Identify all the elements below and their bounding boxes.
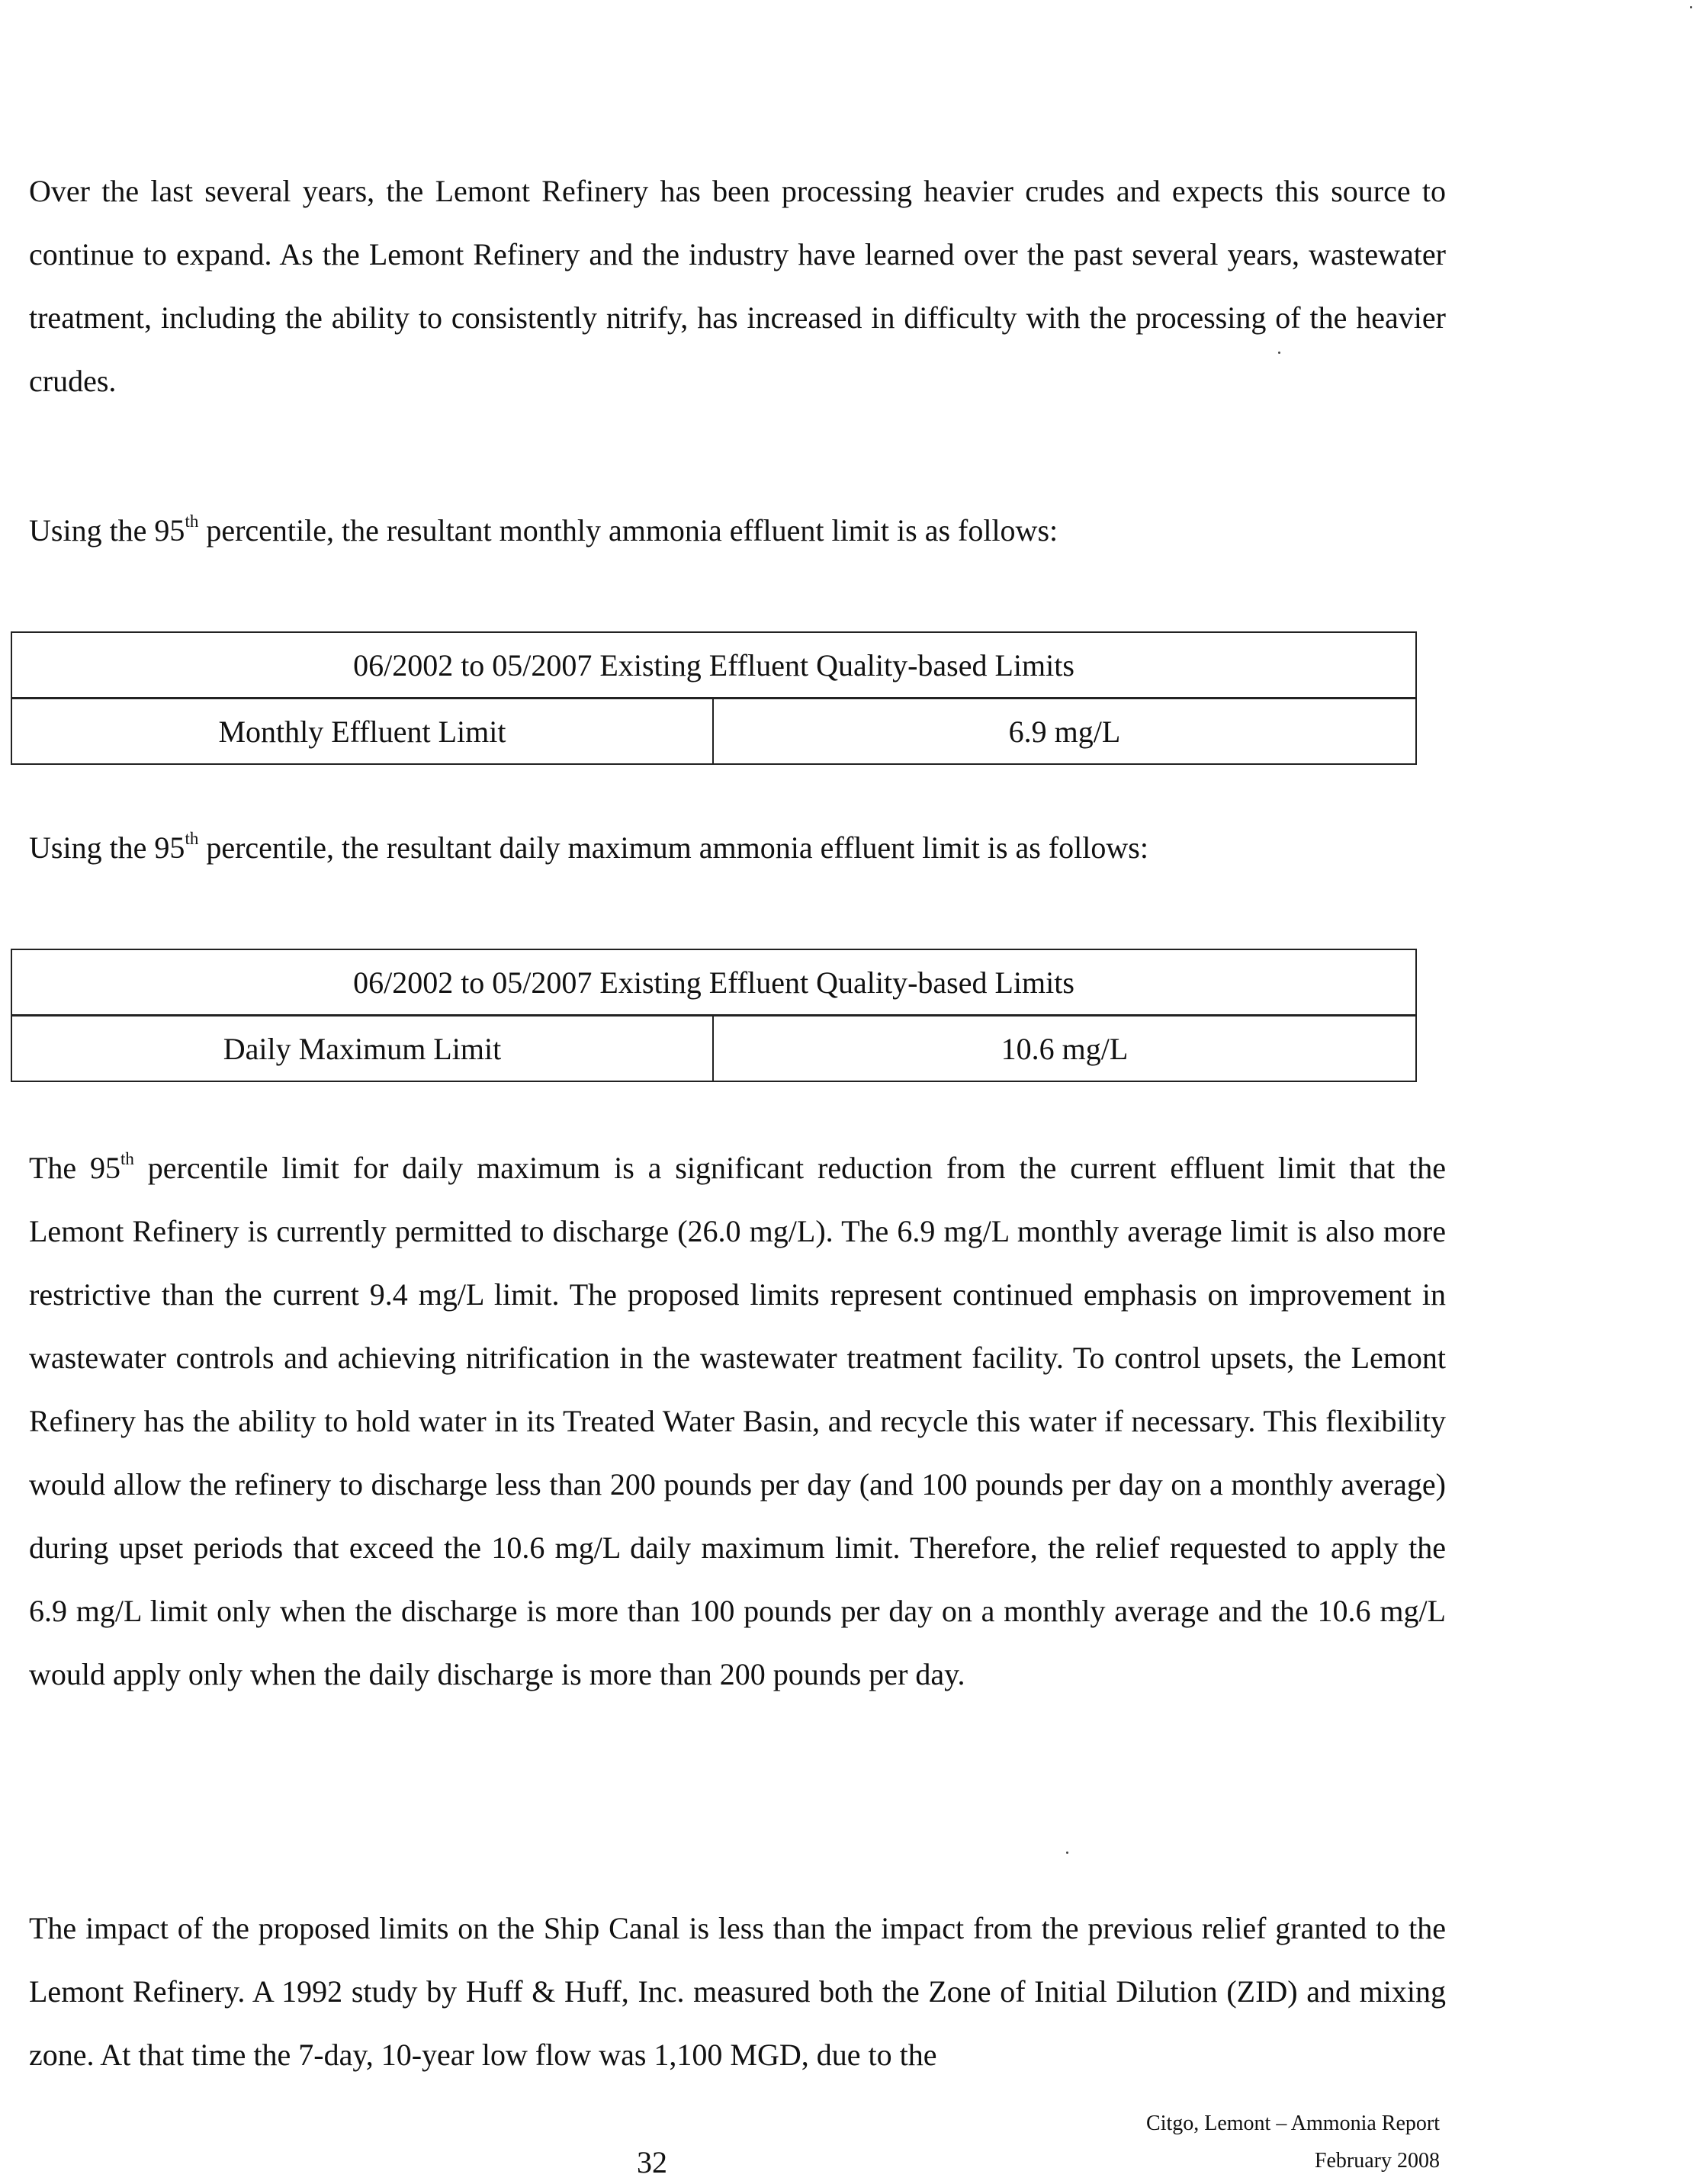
paragraph-heavier-crudes: Over the last several years, the Lemont Refinery has been processing heavier crudes and expects this source to continue to expand. As the Lemont Refinery and the industry have learned over the past several years, wastewater treatment, including the ability to consistently nitrify, has increased in difficulty with the processing of the heavier crudes. [29, 174, 1446, 398]
page-number: 32 [637, 2145, 667, 2179]
report-footer [1146, 2105, 1440, 2179]
text-segment: percentile, the resultant monthly ammonia effluent limit is as follows: [198, 513, 1058, 548]
table-header: 06/2002 to 05/2007 Existing Effluent Quality-based Limits [12, 950, 1415, 1017]
scan-speck [1690, 6, 1692, 8]
scan-speck [1278, 352, 1280, 354]
scan-speck [1066, 1852, 1068, 1854]
table-header: 06/2002 to 05/2007 Existing Effluent Quality-based Limits [12, 633, 1415, 699]
table-row [12, 699, 1415, 763]
monthly-limit-table [11, 631, 1417, 765]
report-title: Citgo, Lemont – Ammonia Report [1146, 2112, 1440, 2135]
table-row [12, 1017, 1415, 1081]
paragraph-monthly-intro [29, 499, 1446, 562]
daily-limit-table [11, 949, 1417, 1082]
superscript: th [120, 1148, 134, 1168]
superscript: th [185, 511, 199, 531]
superscript: th [185, 828, 199, 848]
text-segment: The 95 [29, 1151, 121, 1185]
text-segment: Using the 95 [29, 830, 185, 865]
paragraph-limit-discussion [29, 1136, 1446, 1706]
text-segment: Using the 95 [29, 513, 185, 548]
paragraph-daily-intro [29, 816, 1446, 879]
table-cell-label: Monthly Effluent Limit [12, 699, 714, 763]
text-segment: percentile, the resultant daily maximum ammonia effluent limit is as follows: [198, 830, 1148, 865]
paragraph-ship-canal: The impact of the proposed limits on the Ship Canal is less than the impact from the previous relief granted to the Lemont Refinery. A 1992 study by Huff & Huff, Inc. measured both the Zone of Initial Dilution (ZID) and mixing zone. At that time the 7-day, 10-year low flow was 1,100 MGD, due to the [29, 1911, 1446, 2072]
report-date: February 2008 [1314, 2149, 1440, 2173]
table-cell-label: Daily Maximum Limit [12, 1017, 714, 1081]
text-segment: percentile limit for daily maximum is a significant reduction from the current effluent limit that the Lemont Refinery is currently permitted to discharge (26.0 mg/L). The 6.9 mg/L monthly average limit is also more restrictive than the current 9.4 mg/L limit. The proposed limits represent continued emphasis on improvement in wastewater controls and achieving nitrification in the wastewater treatment facility. To control upsets, the Lemont Refinery has the ability to hold water in its Treated Water Basin, and recycle this water if necessary. This flexibility would allow the refinery to discharge less than 200 pounds per day (and 100 pounds per day on a monthly average) during upset periods that exceed the 10.6 mg/L daily maximum limit. Therefore, the relief requested to apply the 6.9 mg/L limit only when the discharge is more than 100 pounds per day on a monthly average and the 10.6 mg/L would apply only when the daily discharge is more than 200 pounds per day. [29, 1151, 1446, 1691]
table-cell-value: 10.6 mg/L [1001, 1031, 1129, 1066]
table-cell-value: 6.9 mg/L [1008, 714, 1121, 749]
